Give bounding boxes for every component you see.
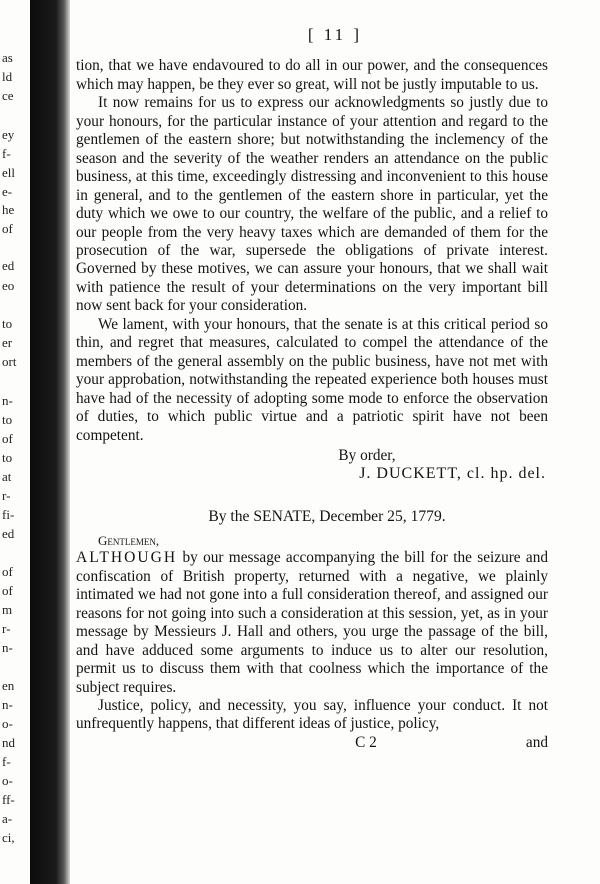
paragraph-1: tion, that we have endavoured to do all in our power, and the consequences which may happen, be they ever so great, will not be justly imputable to us.: [76, 57, 548, 93]
margin-fragment: m: [2, 602, 13, 617]
catchword: and: [525, 733, 548, 751]
document-page: [76, 26, 548, 752]
margin-fragment: eo: [2, 278, 15, 293]
signature-mark: C 2: [355, 733, 377, 751]
margin-fragment: of: [2, 221, 13, 236]
margin-fragment: he: [2, 202, 15, 217]
margin-fragment: ld: [2, 69, 13, 84]
margin-fragment: f-: [2, 754, 11, 769]
margin-fragment: ey: [2, 127, 15, 142]
page-footer: [206, 734, 548, 752]
margin-fragment: to: [2, 450, 13, 465]
margin-fragment: r-: [2, 488, 11, 503]
adjacent-page-margin: [0, 0, 30, 884]
margin-fragment: en: [2, 678, 15, 693]
opening-word: ALTHOUGH: [76, 549, 178, 567]
margin-fragment: ce: [2, 88, 14, 103]
salutation: Gentlemen,: [98, 533, 160, 549]
margin-fragment: to: [2, 316, 13, 331]
by-order-label: By order,: [338, 446, 396, 464]
senate-heading: By the SENATE, December 25, 1779.: [208, 507, 446, 525]
margin-fragment: f-: [2, 146, 11, 161]
margin-fragment: ed: [2, 526, 15, 541]
margin-fragment: ff-: [2, 792, 15, 807]
paragraph-5: Justice, policy, and necessity, you say, influence your conduct. It not unfrequently happens, that different ideas of justice, policy,: [76, 696, 548, 733]
margin-fragment: fi-: [2, 507, 15, 522]
paragraph-4-text: by our message accompanying the bill for the seizure and confiscation of British property, returned with a negative, we plainly intimated we had not gone into a full consideration thereof, and assigned our reasons for not going into such a consideration at this session, yet, as in your message by Messieurs J. Hall and others, you urge the passage of the bill, and have adduced some arguments to induce us to alter our resolution, permit us to discuss them with that coolness which the importance of the subject requires.: [76, 549, 548, 696]
margin-fragment: ort: [2, 354, 17, 369]
margin-fragment: as: [2, 50, 13, 65]
margin-fragment: ed: [2, 258, 15, 273]
margin-fragment: of: [2, 583, 13, 598]
margin-fragment: r-: [2, 621, 11, 636]
paragraph-3: We lament, with your honours, that the senate is at this critical period so thin, and regret that measures, calculated to compel the attendance of the members of the general assembly on the public business, have not met with your approbation, notwithstanding the repeated experience both houses must have had of the necessity of adopting some mode to enforce the observation of duties, to which public virtue and a patriotic spirit have not been competent.: [76, 315, 548, 444]
margin-fragment: at: [2, 469, 12, 484]
margin-fragment: ci,: [2, 830, 15, 845]
margin-fragment: to: [2, 412, 13, 427]
margin-fragment: o-: [2, 773, 13, 788]
margin-fragment: e-: [2, 184, 13, 199]
book-gutter: [30, 0, 70, 884]
margin-fragment: n-: [2, 640, 13, 655]
margin-fragment: o-: [2, 716, 13, 731]
margin-fragment: nd: [2, 735, 15, 750]
paragraph-4: [76, 549, 548, 697]
margin-fragment: of: [2, 564, 13, 579]
margin-fragment: n-: [2, 697, 13, 712]
page-number: [ 11 ]: [307, 25, 363, 44]
clerk-signature: J. DUCKETT, cl. hp. del.: [359, 465, 546, 483]
paragraph-2: It now remains for us to express our acknowledgments so justly due to your honours, for the particular instance of your attention and regard to the gentlemen of the eastern shore; but notwithstanding the inclemency of the season and the severity of the weather renders an attendance on the public business, at this time, exceedingly distressing and inconvenient to this house in general, and to the gentlemen of the eastern shore in particular, yet the duty which we owe to our country, the welfare of the public, and a relief to our people from the very heavy taxes which are demanded of them for the prosecution of the war, supersede the obligations of private interest. Governed by these motives, we can assure your honours, that we shall wait with patience the result of your determinations on the very important bill now sent back for your consideration.: [76, 94, 548, 315]
margin-fragment: er: [2, 335, 13, 350]
margin-fragment: of: [2, 431, 13, 446]
margin-fragment: n-: [2, 393, 13, 408]
margin-fragment: a-: [2, 811, 13, 826]
margin-fragment: ell: [2, 165, 15, 180]
